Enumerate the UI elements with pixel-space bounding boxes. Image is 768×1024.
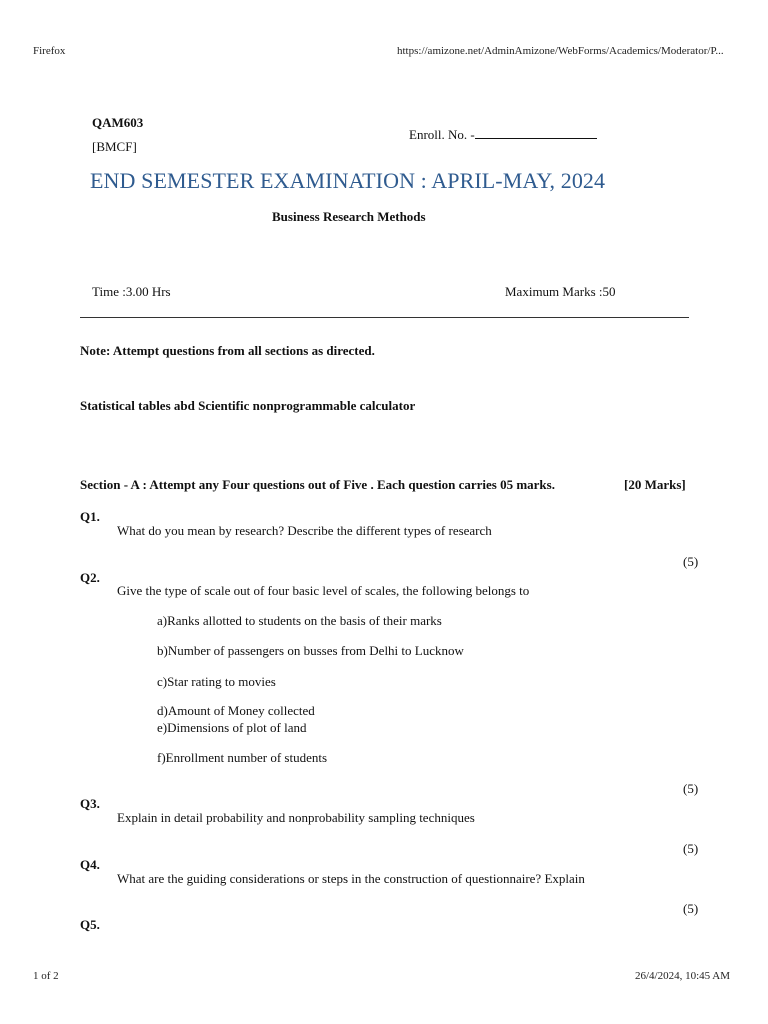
question-marks: (5) [683,554,699,569]
sub-item: d)Amount of Money collected [157,703,315,718]
question-number: Q5. [80,917,100,932]
question-number: Q3. [80,796,100,811]
max-marks: Maximum Marks :50 [505,284,616,299]
sub-item: b)Number of passengers on busses from Delhi to Lucknow [157,643,464,658]
question-text: Give the type of scale out of four basic level of scales, the following belongs to [117,583,530,598]
enroll-field [409,127,597,143]
question-marks: (5) [683,781,699,796]
page-indicator: 1 of 2 [33,970,59,982]
question-number: Q4. [80,857,100,872]
header-divider [80,317,689,318]
print-timestamp: 26/4/2024, 10:45 AM [635,970,731,982]
sub-item: f)Enrollment number of students [157,750,328,765]
course-code: QAM603 [92,115,144,130]
sub-item: a)Ranks allotted to students on the basis of their marks [157,613,442,628]
section-a-marks: [20 Marks] [624,477,686,492]
program-code: [BMCF] [92,139,137,154]
enroll-blank-line [475,127,597,139]
page-url: https://amizone.net/AdminAmizone/WebForms/Academics/Moderator/P... [397,45,724,57]
question-number: Q1. [80,509,100,524]
browser-name: Firefox [33,45,66,57]
exam-note: Note: Attempt questions from all sections as directed. [80,343,375,358]
question-number: Q2. [80,570,100,585]
exam-title: END SEMESTER EXAMINATION : APRIL-MAY, 2024 [90,168,606,193]
sub-item: e)Dimensions of plot of land [157,720,307,735]
sub-item: c)Star rating to movies [157,674,276,689]
question-text: What do you mean by research? Describe the different types of research [117,523,492,538]
allowed-aids: Statistical tables abd Scientific nonprogrammable calculator [80,398,416,413]
section-a-heading: Section - A : Attempt any Four questions out of Five . Each question carries 05 marks. [80,477,555,492]
question-marks: (5) [683,841,699,856]
subject-name: Business Research Methods [272,209,426,224]
question-text: Explain in detail probability and nonprobability sampling techniques [117,810,475,825]
question-text: What are the guiding considerations or steps in the construction of questionnaire? Explain [117,871,585,886]
question-marks: (5) [683,901,699,916]
exam-time: Time :3.00 Hrs [92,284,171,299]
enroll-label: Enroll. No. - [409,127,475,142]
